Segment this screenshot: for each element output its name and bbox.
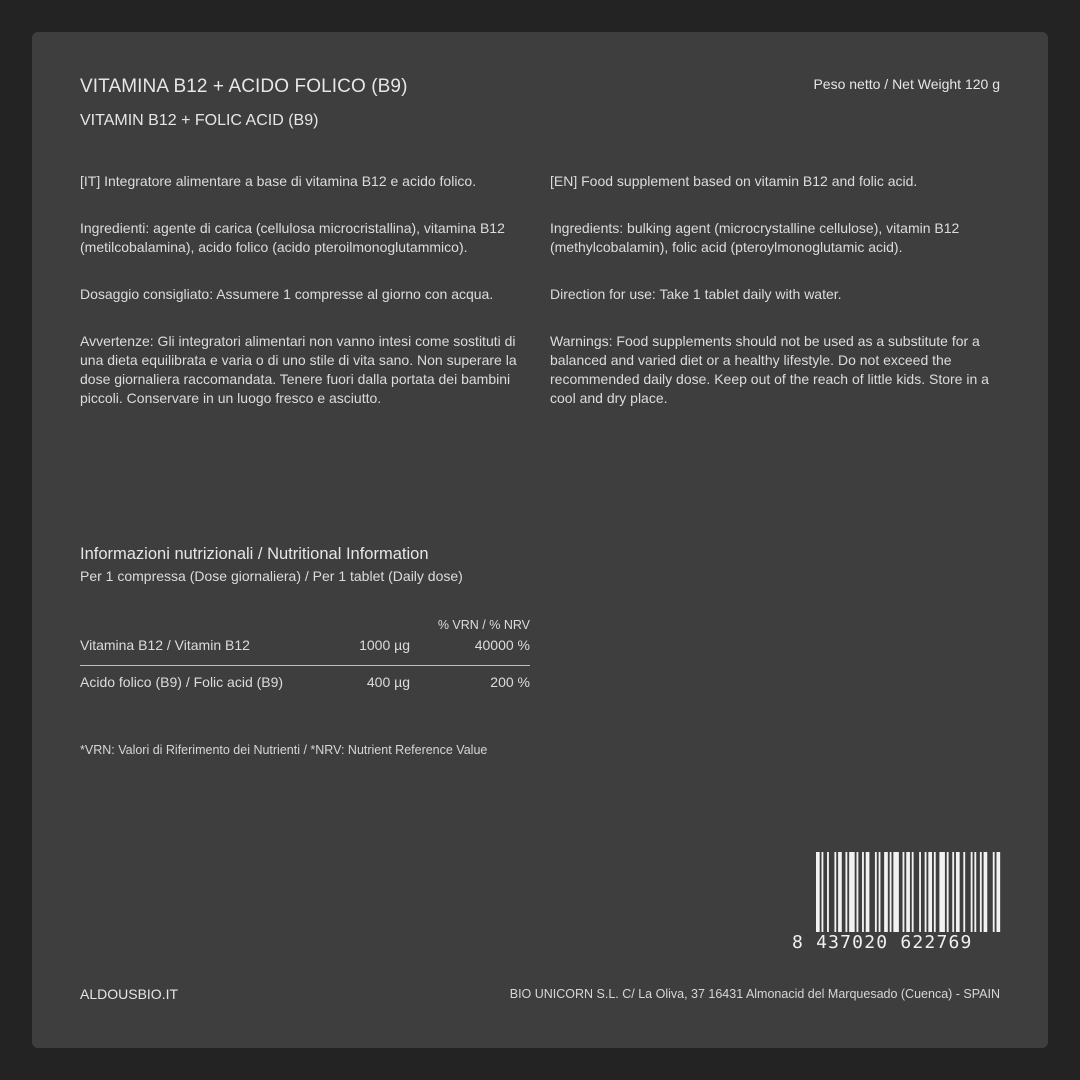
table-row (80, 666, 530, 699)
nutrition-header-row (80, 614, 530, 636)
barcode-number: 8 437020 622769 (792, 932, 973, 953)
product-title-en: VITAMIN B12 + FOLIC ACID (B9) (80, 112, 319, 129)
company-address: BIO UNICORN S.L. C/ La Oliva, 37 16431 Almonacid del Marquesado (Cuenca) - SPAIN (509, 987, 1000, 1001)
english-description: [EN] Food supplement based on vitamin B12 and folic acid. (550, 173, 918, 189)
nutrition-footnote: *VRN: Valori di Riferimento dei Nutrienti / *NRV: Nutrient Reference Value (80, 743, 488, 757)
nutrient-name: Vitamina B12 / Vitamin B12 (80, 636, 310, 666)
italian-dosage: Dosaggio consigliato: Assumere 1 compresse al giorno con acqua. (80, 286, 494, 302)
nutrient-amount: 400 µg (366, 674, 410, 690)
table-row (80, 636, 530, 666)
product-title-it: VITAMINA B12 + ACIDO FOLICO (B9) (80, 76, 408, 97)
nutrition-header-pct: % VRN / % NRV (437, 618, 530, 632)
english-ingredients: Ingredients: bulking agent (microcrystalline cellulose), vitamin B12 (methylcobalamin), folic acid (pteroylmonoglutamic acid). (550, 220, 960, 255)
english-warnings: Warnings: Food supplements should not be used as a substitute for a balanced and varied diet or a healthy lifestyle. Do not exceed the recommended daily dose. Keep out of the reach of little kids. Store in a cool and dry place. (550, 333, 989, 406)
italian-column (80, 172, 532, 436)
italian-ingredients: Ingredienti: agente di carica (cellulosa microcristallina), vitamina B12 (metilcobalamina), acido folico (acido pteroilmonoglutammico). (80, 220, 505, 255)
nutrient-pct: 40000 % (410, 636, 530, 666)
product-label (32, 32, 1048, 1048)
nutrition-title: Informazioni nutrizionali / Nutritional Information (80, 545, 429, 563)
italian-description: [IT] Integratore alimentare a base di vitamina B12 e acido folico. (80, 173, 477, 189)
nutrition-subtitle: Per 1 compressa (Dose giornaliera) / Per 1 tablet (Daily dose) (80, 568, 463, 584)
english-directions: Direction for use: Take 1 tablet daily with water. (550, 286, 842, 302)
nutrient-pct: 200 % (490, 674, 530, 690)
website-label: ALDOUSBIO.IT (80, 986, 179, 1002)
barcode-icon (816, 852, 1002, 932)
english-column (550, 172, 1002, 436)
nutrient-amount: 1000 µg (310, 636, 410, 666)
net-weight: Peso netto / Net Weight 120 g (813, 76, 1000, 92)
nutrient-name: Acido folico (B9) / Folic acid (B9) (80, 674, 284, 690)
nutrition-table (80, 614, 530, 698)
italian-warnings: Avvertenze: Gli integratori alimentari non vanno intesi come sostituti di una dieta equilibrata e varia o di uno stile di vita sano. Non superare la dose giornaliera raccomandata. Tenere fuori dalla portata dei bambini piccoli. Conservare in un luogo fresco e asciutto. (80, 333, 517, 406)
